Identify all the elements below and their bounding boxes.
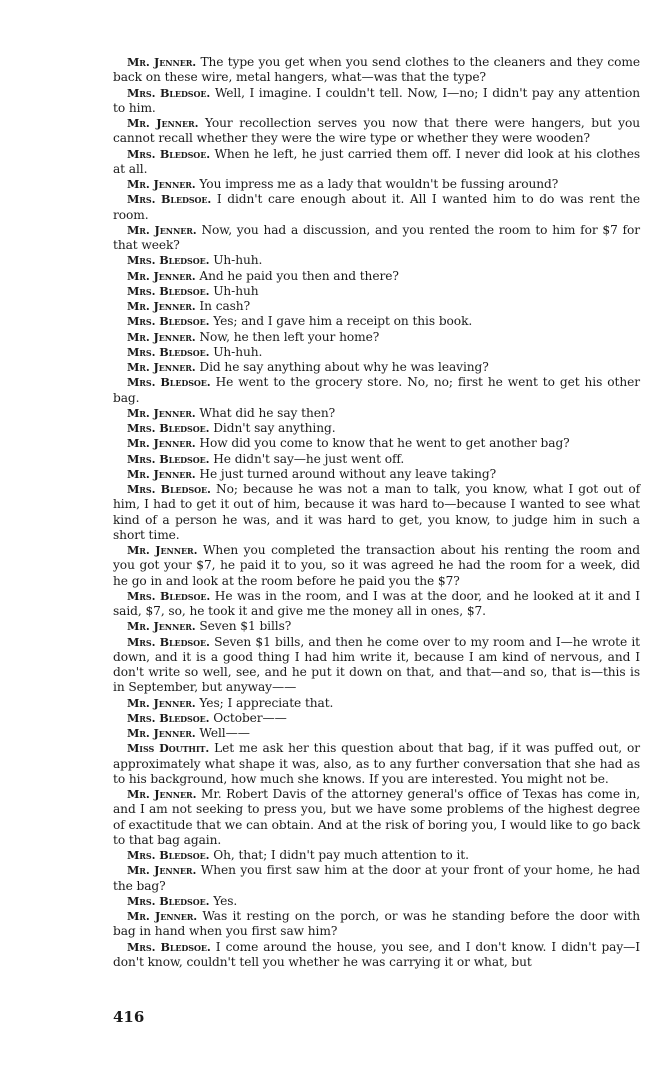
testimony-paragraph (113, 55, 640, 86)
speaker-name: Mrs. Bledsoe. (127, 421, 210, 435)
testimony-text: Yes; and I gave him a receipt on this book. (213, 314, 473, 329)
testimony-text: He was in the room, and I was at the door, and he looked at it and I said, $7, so, he took it and give me the money all in ones, $7. (113, 588, 641, 618)
testimony-text: Your recollection serves you now that there were hangers, but you cannot recall whether they were the wire type or whether they were wooden? (113, 116, 640, 146)
speaker-name: Mrs. Bledsoe. (127, 192, 212, 207)
speaker-name: Mrs. Bledsoe. (127, 283, 210, 298)
testimony-paragraph (113, 147, 640, 178)
testimony-text: He just turned around without any leave taking? (199, 466, 497, 481)
testimony-paragraph (113, 482, 640, 543)
testimony-text: I come around the house, you see, and I don't know. I didn't pay—I don't know, couldn't tell you whether he was carrying it or what, but (113, 939, 640, 969)
testimony-text: How did you come to know that he went to get another bag? (199, 436, 570, 451)
testimony-text: Mr. Robert Davis of the attorney general's office of Texas has come in, and I am not seeking to press you, but we have some problems of the highest degree of exactitude that we can obtain. And at the risk of boring you, I would like to go back to that bag again. (113, 787, 641, 847)
testimony-text: He didn't say—he just went off. (213, 451, 405, 466)
speaker-name: Mr. Jenner. (127, 466, 196, 481)
speaker-name: Mrs. Bledsoe. (127, 848, 210, 862)
testimony-paragraph (113, 589, 640, 620)
speaker-name: Mr. Jenner. (127, 268, 196, 283)
speaker-name: Mr. Jenner. (127, 360, 196, 374)
testimony-paragraph (113, 452, 640, 467)
testimony-paragraph (113, 787, 640, 848)
testimony-text: Well, I imagine. I couldn't tell. Now, I—no; I didn't pay any attention to him. (113, 85, 640, 115)
transcript-body (113, 55, 640, 970)
testimony-text: No; because he was not a man to talk, you know, what I got out of him, I had to get it out of him, because it was hard to—because I wanted to see what kind of a person he was, and it was hard to get, you know, to judge him in such a short time. (113, 482, 641, 542)
testimony-text: What did he say then? (199, 405, 336, 420)
testimony-paragraph (113, 619, 640, 634)
testimony-paragraph (113, 330, 640, 345)
testimony-paragraph (113, 269, 640, 284)
testimony-text: Uh-huh. (213, 253, 263, 268)
testimony-text: Well—— (199, 726, 250, 740)
speaker-name: Mr. Jenner. (127, 726, 196, 740)
testimony-paragraph (113, 863, 640, 894)
speaker-name: Mr. Jenner. (127, 222, 197, 237)
testimony-text: When you completed the transaction about his renting the room and you got your $7, he paid it to you, so it was agreed he had the room for a week, did he go in and look at the room before he paid you the $7? (113, 543, 640, 588)
testimony-text: Uh-huh (213, 283, 259, 298)
speaker-name: Mrs. Bledsoe. (127, 893, 210, 908)
testimony-text: October—— (213, 710, 287, 725)
speaker-name: Mrs. Bledsoe. (127, 85, 211, 100)
testimony-paragraph (113, 467, 640, 482)
speaker-name: Mrs. Bledsoe. (127, 375, 211, 390)
speaker-name: Mr. Jenner. (127, 55, 197, 69)
testimony-paragraph (113, 192, 640, 223)
testimony-text: Yes. (213, 893, 238, 908)
testimony-paragraph (113, 696, 640, 711)
testimony-paragraph (113, 909, 640, 940)
testimony-paragraph (113, 116, 640, 147)
testimony-paragraph (113, 406, 640, 421)
testimony-paragraph (113, 299, 640, 314)
testimony-paragraph (113, 375, 640, 406)
speaker-name: Mr. Jenner. (127, 329, 196, 344)
testimony-paragraph (113, 284, 640, 299)
testimony-text: Was it resting on the porch, or was he standing before the door with bag in hand when you first saw him? (113, 909, 640, 939)
speaker-name: Mrs. Bledsoe. (127, 939, 211, 954)
speaker-name: Mr. Jenner. (127, 863, 197, 878)
testimony-text: Uh-huh. (213, 344, 263, 359)
testimony-text: Didn't say anything. (213, 421, 336, 435)
testimony-paragraph (113, 741, 640, 787)
testimony-paragraph (113, 223, 640, 254)
testimony-text: I didn't care enough about it. All I wanted him to do was rent the room. (113, 192, 641, 222)
testimony-text: Let me ask her this question about that bag, if it was puffed out, or approximately what shape it was, also, as to any further conversation that she had as to his background, how much she knows. If you are interested. You might not be. (113, 741, 641, 786)
testimony-paragraph (113, 360, 640, 375)
testimony-text: Seven $1 bills? (199, 619, 292, 634)
testimony-text: Now, you had a discussion, and you rented the room to him for $7 for that week? (113, 222, 640, 252)
speaker-name: Mrs. Bledsoe. (127, 482, 211, 496)
speaker-name: Mrs. Bledsoe. (127, 253, 210, 268)
testimony-paragraph (113, 86, 640, 117)
testimony-text: When you first saw him at the door at your front of your home, he had the bag? (113, 863, 640, 893)
testimony-paragraph (113, 253, 640, 268)
testimony-text: In cash? (199, 299, 251, 313)
speaker-name: Mr. Jenner. (127, 299, 196, 313)
testimony-paragraph (113, 711, 640, 726)
testimony-text: Oh, that; I didn't pay much attention to it. (213, 848, 469, 862)
testimony-text: The type you get when you send clothes to the cleaners and they come back on these wire, metal hangers, what—was that the type? (113, 55, 641, 85)
speaker-name: Mr. Jenner. (127, 695, 196, 710)
testimony-text: Seven $1 bills, and then he come over to my room and I—he wrote it down, and it is a good thing I had him write it, because I am kind of nervous, and I don't write so well, see, and he put it down on that, and that—and so, that is—this is in September, but anyway—— (113, 634, 641, 695)
speaker-name: Mr. Jenner. (127, 177, 196, 191)
testimony-text: He went to the grocery store. No, no; first he went to get his other bag. (113, 375, 641, 405)
testimony-paragraph (113, 543, 640, 589)
testimony-paragraph (113, 635, 640, 696)
speaker-name: Mr. Jenner. (127, 543, 198, 557)
testimony-paragraph (113, 314, 640, 329)
speaker-name: Mr. Jenner. (127, 909, 198, 923)
testimony-paragraph (113, 726, 640, 741)
testimony-text: When he left, he just carried them off. I never did look at his clothes at all. (113, 146, 641, 176)
testimony-paragraph (113, 940, 640, 971)
speaker-name: Miss Douthit. (127, 741, 210, 756)
speaker-name: Mrs. Bledsoe. (127, 710, 210, 725)
testimony-text: Yes; I appreciate that. (199, 695, 334, 710)
speaker-name: Mr. Jenner. (127, 405, 196, 420)
speaker-name: Mrs. Bledsoe. (127, 146, 211, 161)
speaker-name: Mrs. Bledsoe. (127, 588, 211, 603)
testimony-paragraph (113, 894, 640, 909)
testimony-paragraph (113, 848, 640, 863)
speaker-name: Mr. Jenner. (127, 436, 196, 451)
speaker-name: Mr. Jenner. (127, 787, 197, 801)
testimony-paragraph (113, 177, 640, 192)
speaker-name: Mrs. Bledsoe. (127, 451, 210, 466)
page-number: 416 (113, 1008, 145, 1026)
testimony-text: Now, he then left your home? (199, 329, 380, 344)
testimony-text: And he paid you then and there? (199, 268, 399, 283)
testimony-text: You impress me as a lady that wouldn't be fussing around? (199, 177, 559, 191)
speaker-name: Mr. Jenner. (127, 116, 199, 130)
speaker-name: Mrs. Bledsoe. (127, 314, 210, 329)
speaker-name: Mrs. Bledsoe. (127, 344, 210, 359)
testimony-text: Did he say anything about why he was leaving? (199, 360, 489, 374)
testimony-paragraph (113, 436, 640, 451)
speaker-name: Mrs. Bledsoe. (127, 634, 210, 649)
speaker-name: Mr. Jenner. (127, 619, 196, 634)
testimony-paragraph (113, 421, 640, 436)
testimony-paragraph (113, 345, 640, 360)
